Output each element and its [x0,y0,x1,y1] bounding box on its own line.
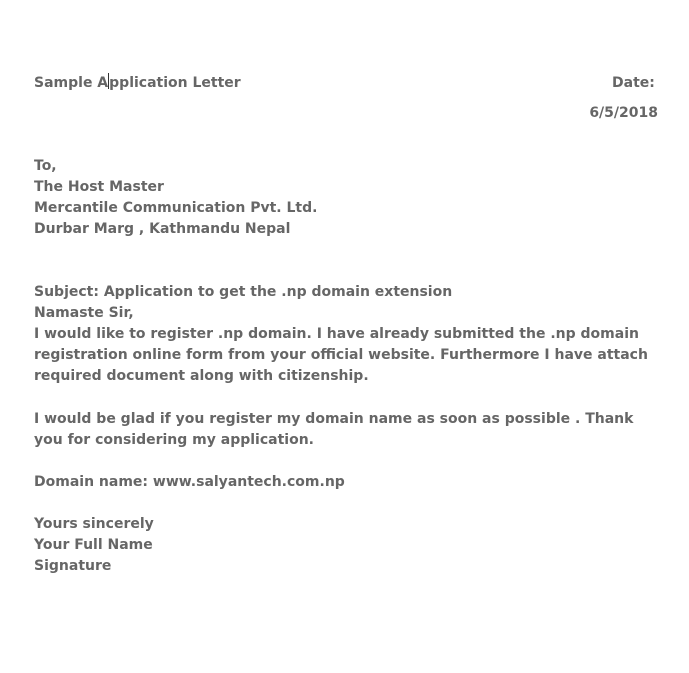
recipient-block [34,156,664,240]
title-text-part1: Sample A [34,75,109,91]
body-paragraph-1: I would like to register .np domain. I have already submitted the .np domain registration online form from your official website. Furthermore I have attach required document along with citizenship. [34,326,648,384]
domain-name-block [34,472,664,493]
closing-line-1: Yours sincerely [34,516,154,532]
recipient-line-3: Durbar Marg , Kathmandu Nepal [34,221,291,237]
recipient-line-1: The Host Master [34,179,164,195]
document-title [34,73,241,93]
date-value: 6/5/2018 [589,105,658,121]
recipient-line-2: Mercantile Communication Pvt. Ltd. [34,200,318,216]
salutation: Namaste Sir, [34,305,134,321]
body-paragraph-2: I would be glad if you register my domain name as soon as possible . Thank you for considering my application. [34,411,634,448]
title-text-part2: pplication Letter [109,75,241,91]
subject-line: Subject: Application to get the .np domain extension [34,284,453,300]
domain-name-line: Domain name: www.salyantech.com.np [34,474,345,490]
closing-line-3: Signature [34,558,112,574]
recipient-to: To, [34,158,57,174]
body-paragraph-2-block [34,409,664,451]
closing-block [34,514,664,577]
letter-body [34,282,664,387]
date-label: Date: [612,75,655,91]
closing-line-2: Your Full Name [34,537,153,553]
